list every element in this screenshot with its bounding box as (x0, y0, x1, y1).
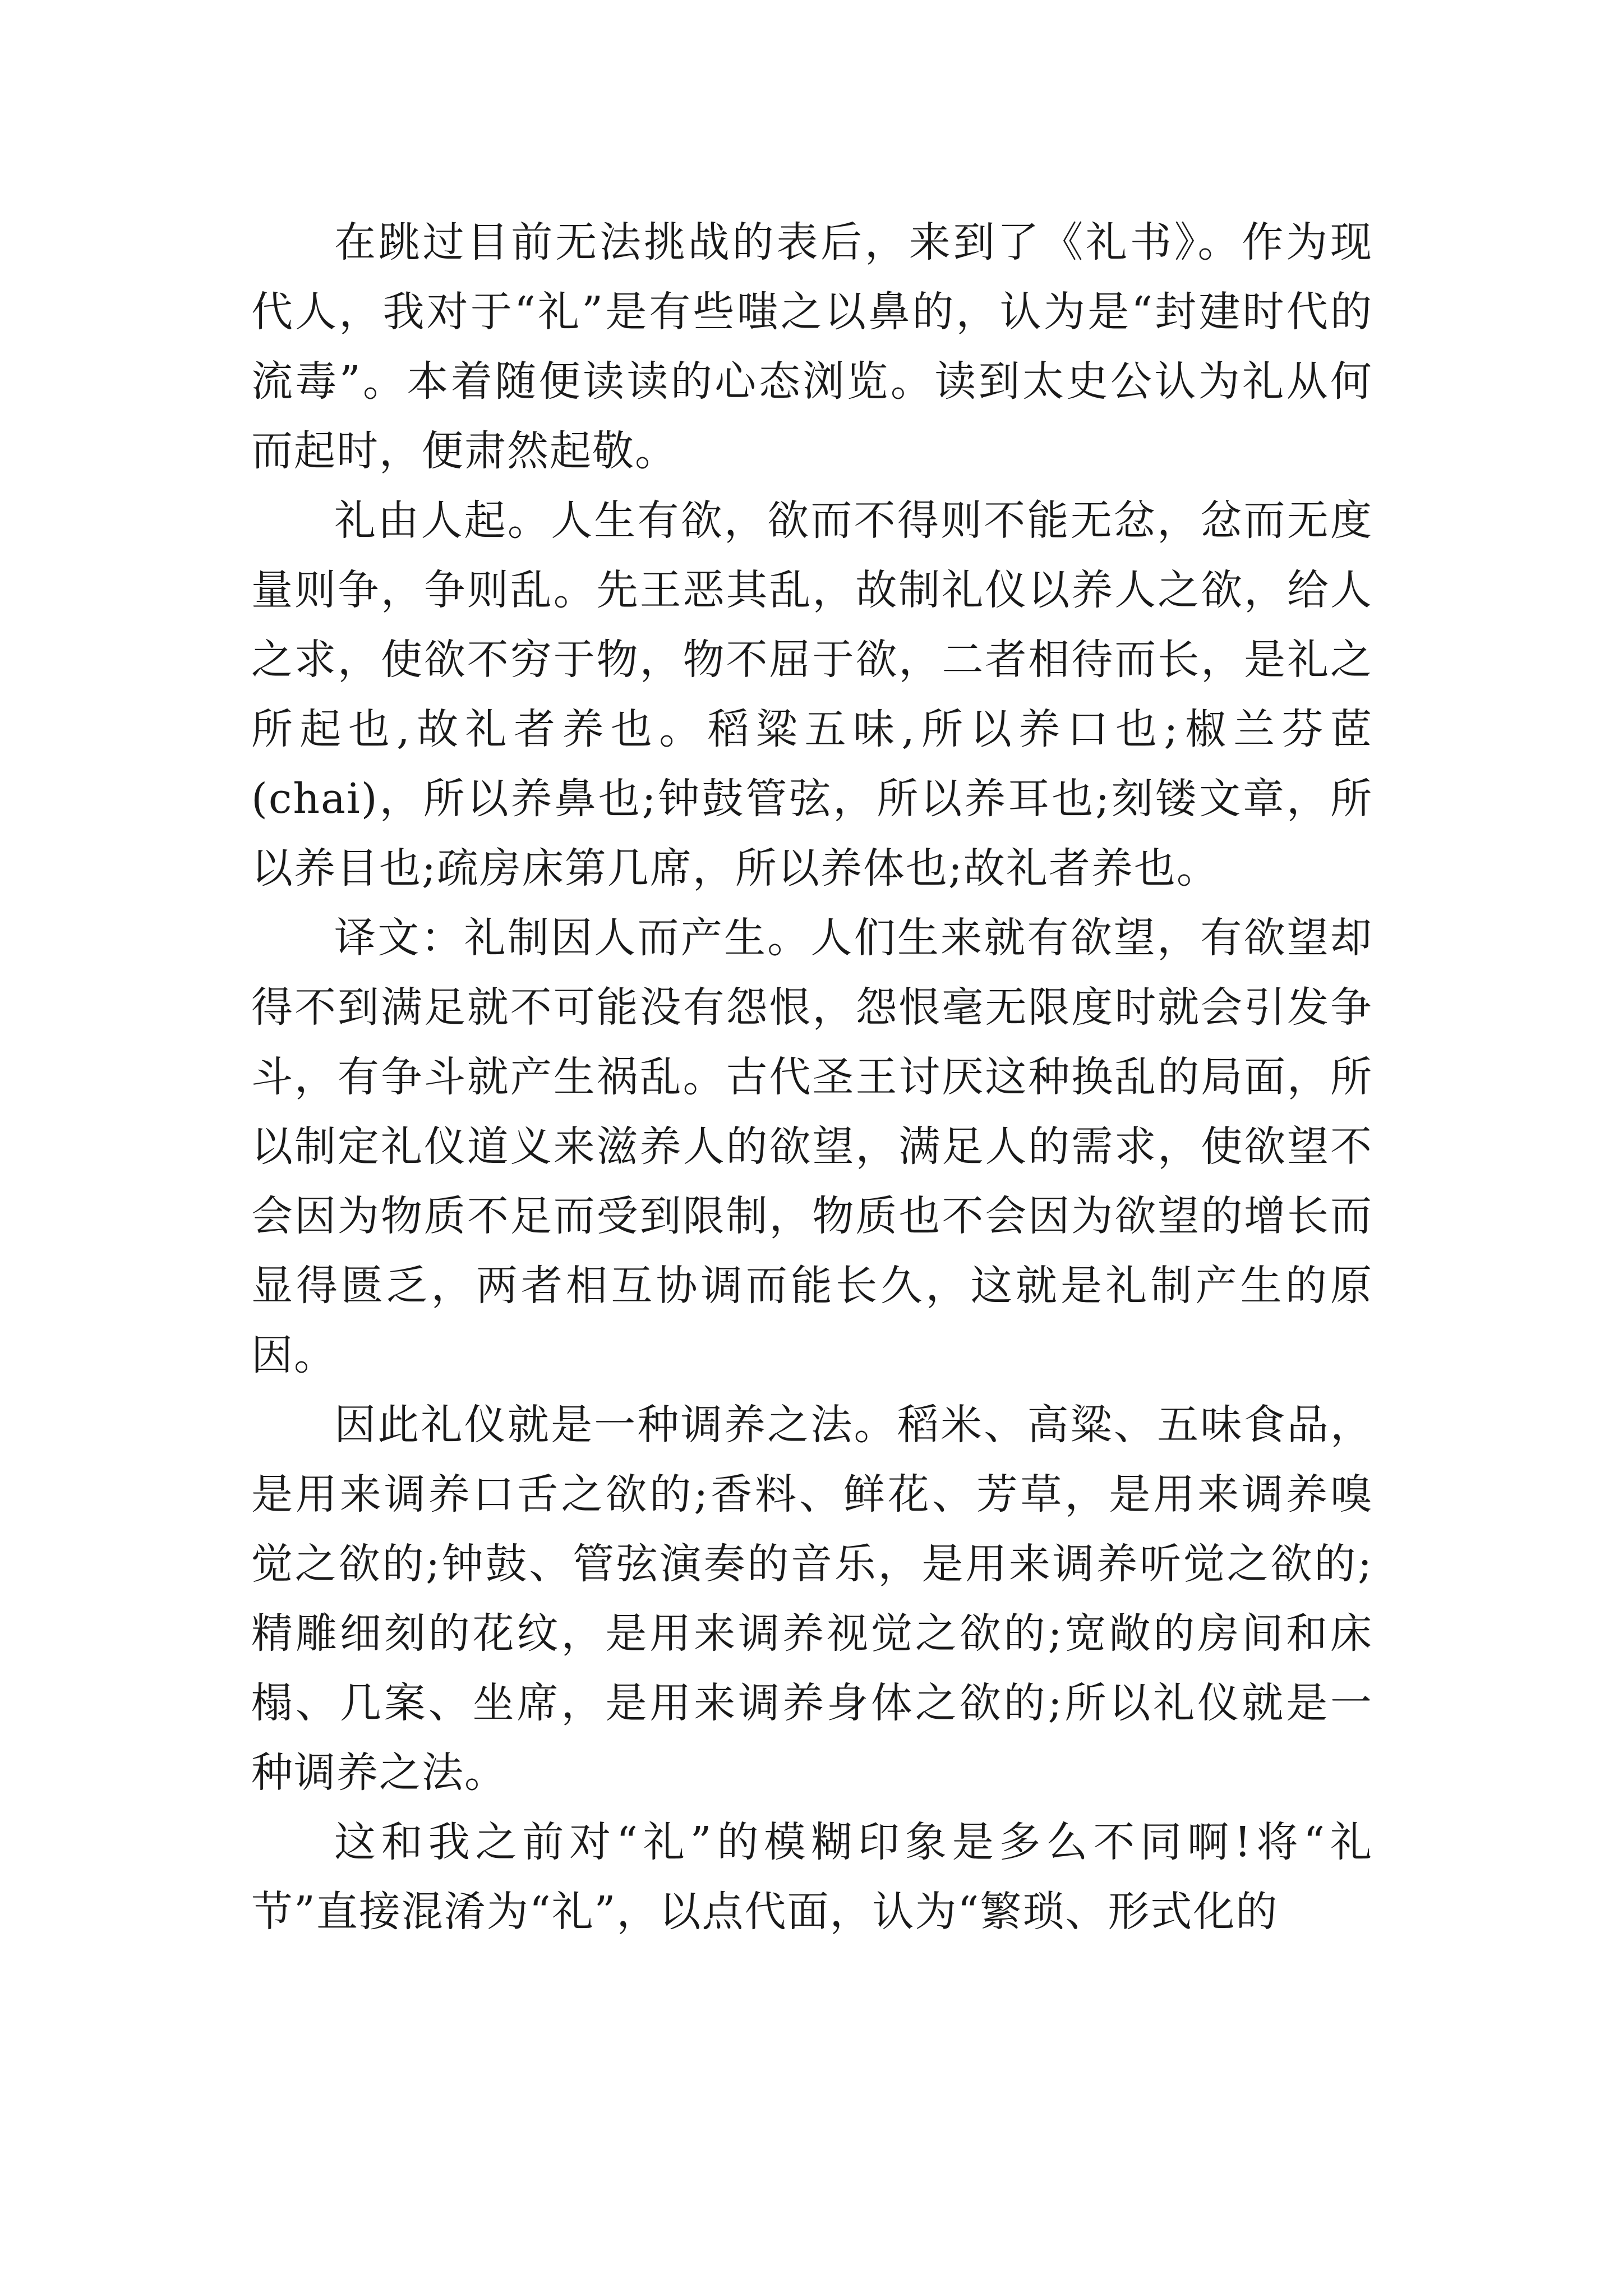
paragraph-original-text: 礼由人起。人生有欲，欲而不得则不能无忿，忿而无度量则争，争则乱。先王恶其乱，故制礼仪以养人之欲，给人之求，使欲不穷于物，物不屈于欲，二者相待而长，是礼之所起也,故礼者养也。稻粱五味,所以养口也;椒兰芬茝(chai)，所以养鼻也;钟鼓管弦，所以养耳也;刻镂文章，所以养目也;疏房床第几席，所以养体也;故礼者养也。 (251, 496, 1373, 892)
paragraph-reflection: 这和我之前对“礼”的模糊印象是多么不同啊!将“礼节”直接混淆为“礼”，以点代面，认为“繁琐、形式化的 (251, 1818, 1373, 1936)
paragraph-translation-continued: 因此礼仪就是一种调养之法。稻米、高粱、五味食品，是用来调养口舌之欲的;香料、鲜花、芳草，是用来调养嗅觉之欲的;钟鼓、管弦演奏的音乐，是用来调养听觉之欲的;精雕细刻的花纹，是用来调养视觉之欲的;宽敞的房间和床榻、几案、坐席，是用来调养身体之欲的;所以礼仪就是一种调养之法。 (251, 1401, 1373, 1797)
paragraph-intro: 在跳过目前无法挑战的表后，来到了《礼书》。作为现代人，我对于“礼”是有些嗤之以鼻的，认为是“封建时代的流毒”。本着随便读读的心态浏览。读到太史公认为礼从何而起时，便肃然起敬。 (251, 218, 1373, 475)
document-body (251, 208, 1373, 1947)
paragraph-translation: 译文：礼制因人而产生。人们生来就有欲望，有欲望却得不到满足就不可能没有怨恨，怨恨毫无限度时就会引发争斗，有争斗就产生祸乱。古代圣王讨厌这种换乱的局面，所以制定礼仪道义来滋养人的欲望，满足人的需求，使欲望不会因为物质不足而受到限制，物质也不会因为欲望的增长而显得匮乏，两者相互协调而能长久，这就是礼制产生的原因。 (251, 914, 1373, 1379)
